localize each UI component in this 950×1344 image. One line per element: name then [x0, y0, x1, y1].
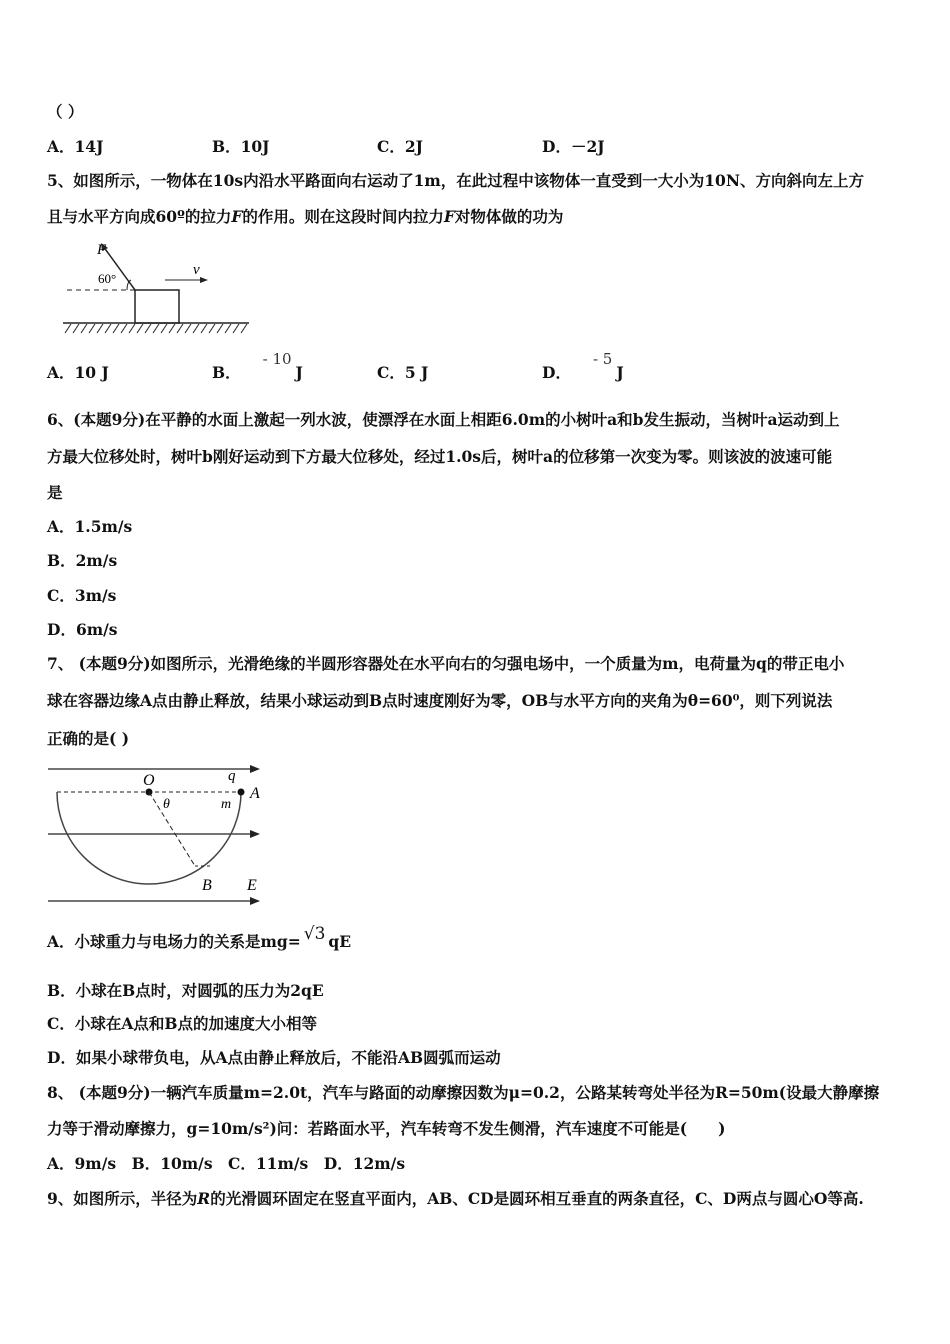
charge-label: q: [228, 768, 236, 784]
force-label: F: [97, 242, 107, 258]
q5-text: 且与水平方向成60º的拉力: [47, 207, 232, 226]
mass-label: m: [221, 797, 232, 812]
field-e-label: E: [247, 877, 257, 894]
q8-options: A．9m/s B．10m/s C．11m/s D．12m/s: [47, 1154, 406, 1173]
q7-option-a: A．小球重力与电场力的关系是mg= √3 qE: [47, 924, 352, 951]
q8-stem-line1: 8、 (本题9分)一辆汽车质量m=2.0t，汽车与路面的动摩擦因数为μ=0.2，公路某转弯处半径为R=50m(设最大静摩擦: [47, 1083, 880, 1102]
sqrt-three: √3: [303, 924, 326, 944]
q6-option-a: A．1.5m/s: [47, 517, 133, 536]
q5-text: 对物体做的功为: [454, 207, 564, 226]
q4-option-a: A．14J: [47, 137, 104, 156]
q7-semicircle-diagram: [45, 758, 270, 913]
q5-text: 的作用。则在这段时间内拉力: [242, 207, 444, 226]
q7-stem-line3: 正确的是( ): [47, 729, 130, 748]
q6-option-d: D．6m/s: [47, 620, 118, 639]
point-b-label: B: [202, 877, 212, 894]
q7-stem-line1: 7、 (本题9分)如图所示，光滑绝缘的半圆形容器处在水平向右的匀强电场中，一个质量为m，电荷量为q的带正电小: [47, 654, 845, 673]
q6-stem-line2: 方最大位移处时，树叶b刚好运动到下方最大位移处，经过1.0s后，树叶a的位移第一次变为零。则该波的波速可能: [47, 447, 833, 466]
q4-option-d: D．－2J: [542, 137, 605, 156]
q7-option-b: B．小球在B点时，对圆弧的压力为2qE: [47, 981, 324, 1000]
q4-option-c: C．2J: [377, 137, 423, 156]
q6-option-b: B．2m/s: [47, 551, 118, 570]
q5-force-diagram: [55, 238, 255, 338]
angle-label: 60°: [98, 271, 117, 286]
force-symbol: F: [443, 207, 455, 226]
q6-stem-line1: 6、(本题9分)在平静的水面上激起一列水波，使漂浮在水面上相距6.0m的小树叶a和b发生振动，当树叶a运动到上: [47, 410, 840, 429]
point-o-label: O: [143, 772, 155, 789]
theta-label: θ: [163, 797, 170, 812]
q9-stem-line1: 9、如图所示，半径为R的光滑圆环固定在竖直平面内，AB、CD是圆环相互垂直的两条直径，C、D两点与圆心O等高.: [47, 1189, 864, 1208]
force-symbol: F: [231, 207, 243, 226]
q5-stem-line1: 5、如图所示，一物体在10s内沿水平路面向右运动了1m，在此过程中该物体一直受到一大小为10N、方向斜向左上方: [47, 171, 865, 190]
q5-option-c: C．5 J: [377, 363, 429, 382]
point-a-label: A: [250, 785, 260, 802]
q6-stem-line3: 是: [47, 483, 63, 502]
q7-option-c: C．小球在A点和B点的加速度大小相等: [47, 1014, 317, 1033]
q5-option-d: D．- 5J: [542, 350, 624, 382]
answer-paren: （ ）: [47, 102, 84, 121]
q4-option-b: B．10J: [212, 137, 270, 156]
q5-option-b: B．- 10J: [212, 350, 303, 382]
q8-stem-line2: 力等于滑动摩擦力，g=10m/s²)问：若路面水平，汽车转弯不发生侧滑，汽车速度不可能是( ): [47, 1119, 726, 1138]
q5-stem-line2: [47, 207, 563, 227]
velocity-label: v: [193, 262, 200, 278]
q6-option-c: C．3m/s: [47, 586, 117, 605]
q7-option-d: D．如果小球带负电，从A点由静止释放后，不能沿AB圆弧而运动: [47, 1048, 501, 1067]
q7-stem-line2: 球在容器边缘A点由静止释放，结果小球运动到B点时速度刚好为零，OB与水平方向的夹角为θ=60⁰，则下列说法: [47, 691, 833, 710]
radius-symbol: R: [197, 1189, 211, 1208]
q5-option-a: A．10 J: [47, 363, 109, 382]
